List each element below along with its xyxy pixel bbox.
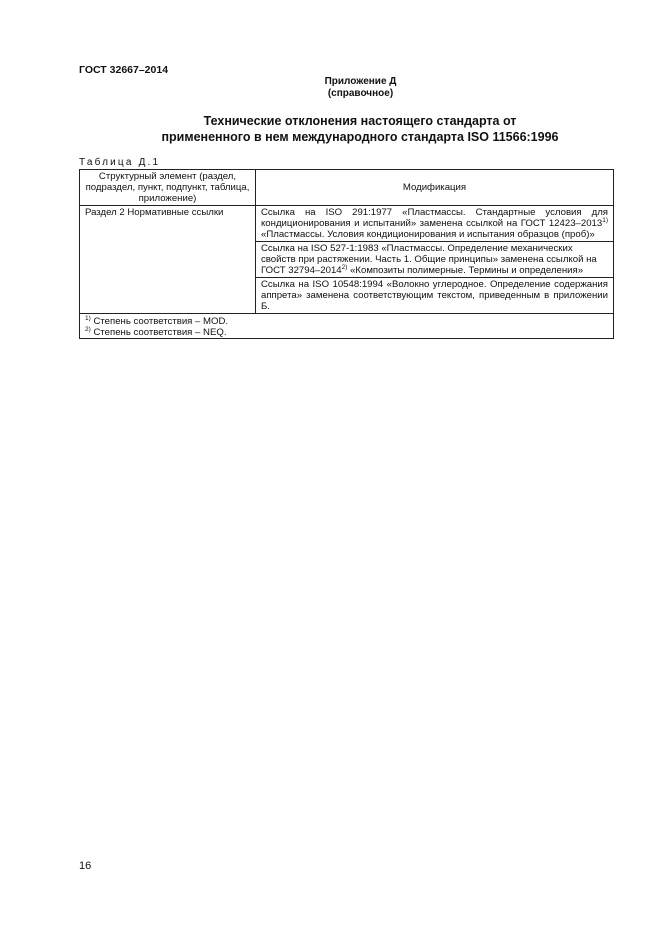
table-header-row — [80, 170, 614, 206]
modification-2-text: Ссылка на ISO 527-1:1983 «Пластмассы. Определение механических свойств при растяжении. Часть 1. Общие принципы» заменена ссылкой на ГОСТ 32794–2014 — [261, 243, 597, 276]
table-footnotes — [80, 314, 614, 339]
footnote-1 — [85, 316, 608, 327]
modification-1-text: Ссылка на ISO 291:1977 «Пластмассы. Стандартные условия для кондиционирования и испытаний» заменена ссылкой на ГОСТ 12423–2013 — [261, 207, 608, 229]
header-modification: Модификация — [256, 170, 614, 206]
document-id: ГОСТ 32667–2014 — [79, 64, 169, 76]
appendix-title — [60, 113, 660, 145]
modification-cell-3: Ссылка на ISO 10548:1994 «Волокно углеродное. Определение содержания аппрета» заменена соответствующим текстом, приведенным в приложении Б. — [256, 278, 614, 314]
footnote-2 — [85, 327, 608, 338]
modification-cell-1 — [256, 206, 614, 242]
table-row — [80, 206, 614, 242]
footnote-ref-2: 2) — [341, 264, 348, 271]
modification-1-tail: «Пластмассы. Условия кондиционирования и испытания образцов (проб)» — [261, 229, 595, 240]
title-line-1: Технические отклонения настоящего стандарта от — [203, 114, 517, 128]
deviations-table — [79, 169, 614, 339]
footnote-1-mark: 1) — [85, 315, 91, 322]
appendix-heading — [30, 76, 661, 100]
table-caption: Таблица Д.1 — [79, 157, 161, 168]
table-footnotes-row — [80, 314, 614, 339]
modification-2-tail: «Композиты полимерные. Термины и определения» — [347, 265, 584, 276]
appendix-label: Приложение Д — [324, 76, 397, 87]
footnote-ref-1: 1) — [602, 217, 608, 224]
footnote-2-mark: 2) — [85, 326, 91, 333]
modification-cell-2 — [256, 242, 614, 278]
appendix-kind: (справочное) — [327, 88, 394, 99]
page-number: 16 — [79, 860, 92, 872]
footnote-2-text: Степень соответствия – NEQ. — [90, 327, 227, 338]
footnote-1-text: Степень соответствия – MOD. — [90, 316, 229, 327]
header-structural-element: Структурный элемент (раздел, подраздел, пункт, подпункт, таблица, приложение) — [80, 170, 256, 206]
section-cell: Раздел 2 Нормативные ссылки — [80, 206, 256, 314]
title-line-2: примененного в нем международного стандарта ISO 11566:1996 — [161, 130, 559, 144]
